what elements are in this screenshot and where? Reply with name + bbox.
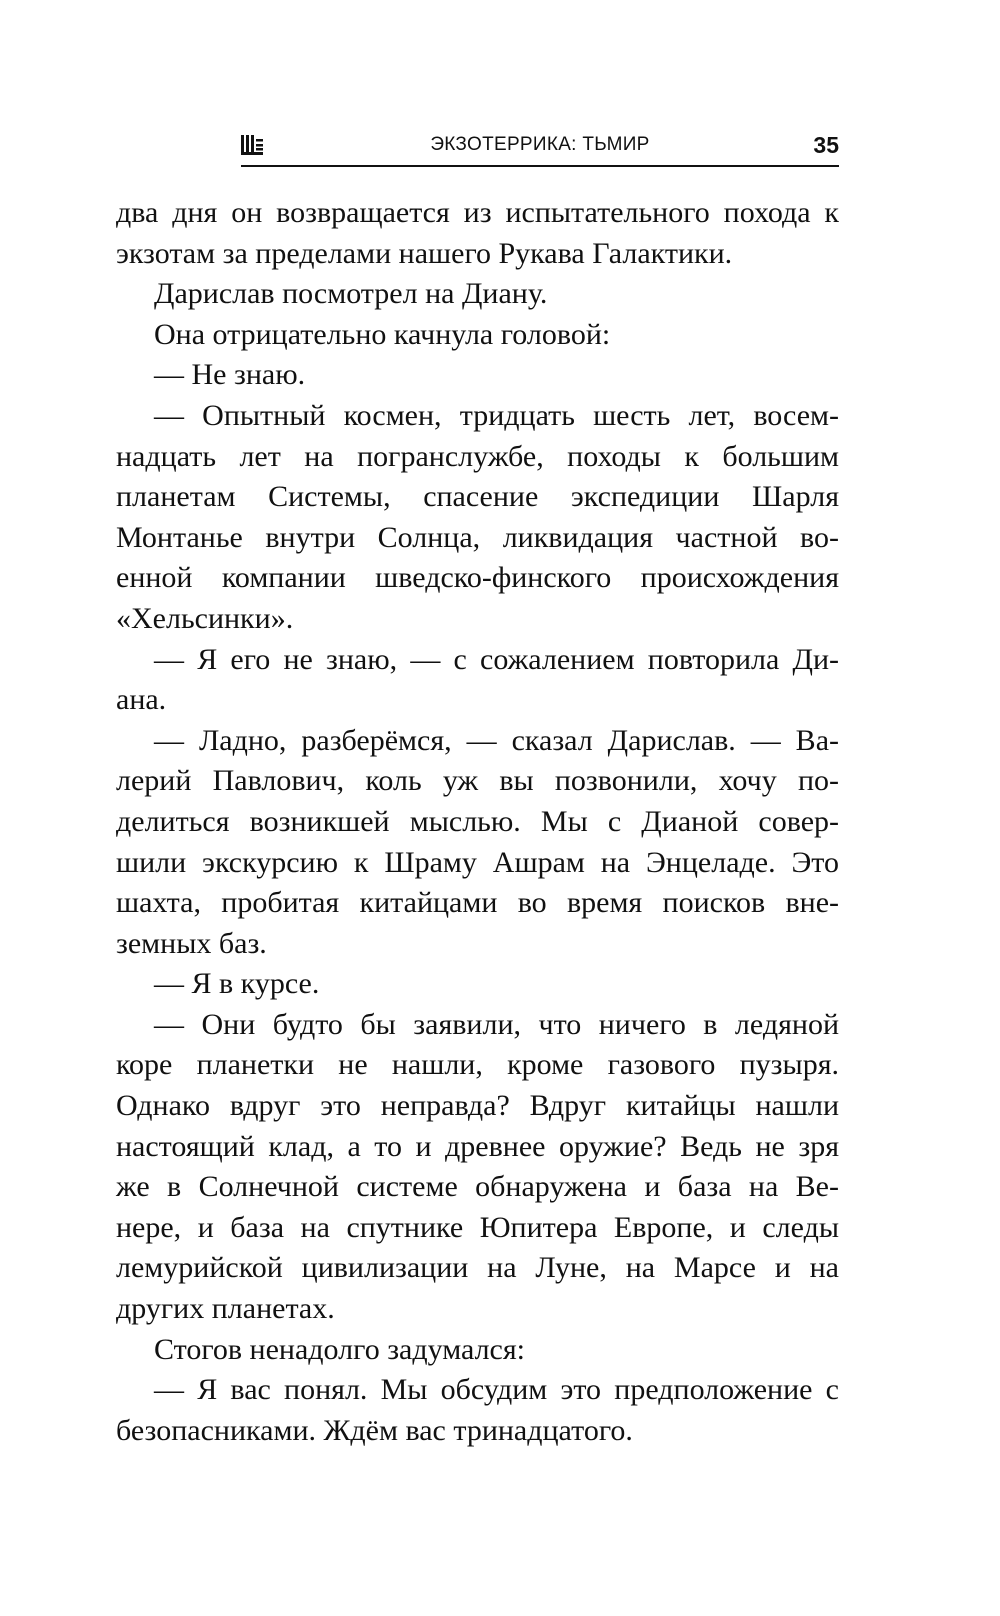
body-text [116,193,839,1451]
text-line: два дня он возвращается из испытательного похода к [116,196,839,229]
text-line: лерий Павлович, коль уж вы позвонили, хочу по- [116,764,839,798]
page-number: 35 [813,132,839,158]
text-line: ана. [116,683,167,717]
text-line: делиться возникшей мыслью. Мы с Дианой совер- [116,804,839,838]
text-line: — Опытный космен, тридцать шесть лет, восем- [154,398,839,432]
text-line: нере, и база на спутнике Юпитера Европе, и следы [116,1210,839,1244]
text-line: — Я в курсе. [154,967,320,1001]
text-line: — Я его не знаю, — с сожалением повторила Ди- [154,642,839,676]
text-line: шили экскурсию к Шраму Ашрам на Энцеладе. Это [116,845,839,879]
text-line: — Не знаю. [154,358,306,392]
text-line: «Хельсинки». [116,601,294,635]
text-line: шахта, пробитая китайцами во время поисков вне- [116,886,839,920]
text-line: настоящий клад, а то и древнее оружие? Ведь не зря [116,1129,839,1163]
text-line: Она отрицательно качнула головой: [154,317,611,351]
text-line: Дарислав посмотрел на Диану. [154,277,548,311]
text-line: коре планетки не нашли, кроме газового пузыря. [116,1048,839,1082]
text-line: безопасниками. Ждём вас тринадцатого. [116,1413,633,1447]
running-head [241,131,839,167]
text-line: планетам Системы, спасение экспедиции Шарля [116,480,839,514]
text-line: — Я вас понял. Мы обсудим это предположение с [154,1373,839,1407]
text-line: других планетах. [116,1292,335,1326]
text-line: енной компании шведско-финского происхождения [116,561,839,595]
text-line: лемурийской цивилизации на Луне, на Марсе и на [116,1251,839,1285]
text-line: надцать лет на погранслужбе, походы к большим [116,439,839,473]
text-line: земных баз. [116,926,267,960]
text-line: Стогов ненадолго задумался: [154,1332,526,1366]
text-line: Однако вдруг это неправда? Вдруг китайцы нашли [116,1089,839,1123]
running-head-title: ЭКЗОТЕРРИКА: ТЬМИР [430,134,650,155]
text-line: Монтанье внутри Солнца, ликвидация частной во- [116,520,839,554]
text-line: — Ладно, разберёмся, — сказал Дарислав. — Ва- [154,723,839,757]
text-line: экзотам за пределами нашего Рукава Галактики. [116,236,733,270]
text-line: — Они будто бы заявили, что ничего в ледяной [154,1007,839,1041]
text-line: же в Солнечной системе обнаружена и база на Ве- [116,1170,839,1204]
